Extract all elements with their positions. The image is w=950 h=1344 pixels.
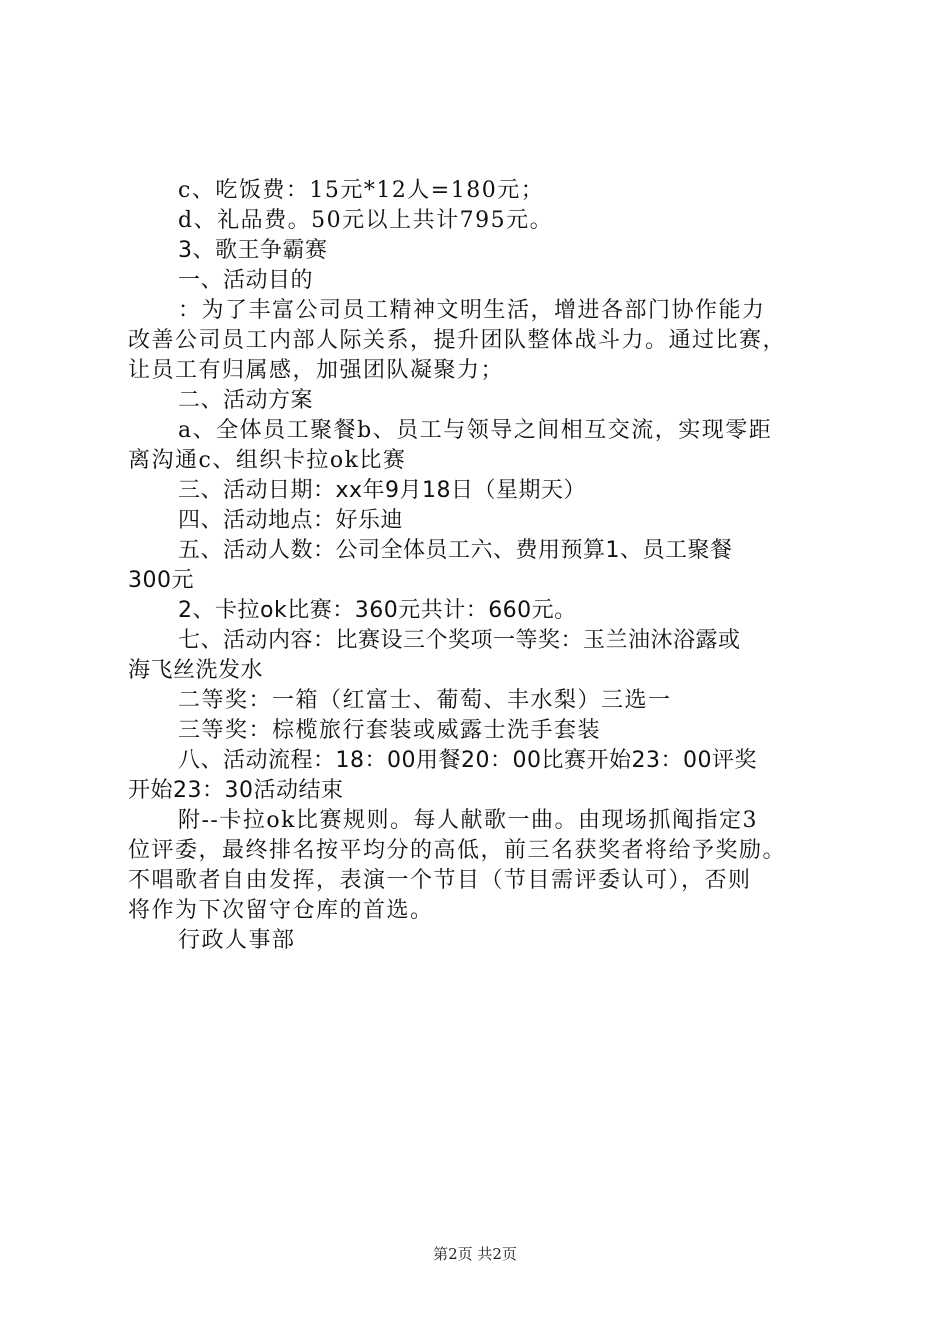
text-line: 附--卡拉ok比赛规则。每人献歌一曲。由现场抓阄指定3 [178,808,758,833]
text-line: a、全体员工聚餐b、员工与领导之间相互交流，实现零距 [178,418,773,443]
text-line: 一、活动目的 [178,268,314,293]
text-line: d、礼品费。50元以上共计795元。 [178,208,554,233]
text-line: 四、活动地点：好乐迪 [178,508,404,533]
text-line: 开始23：30活动结束 [128,778,344,803]
text-line: 3、歌王争霸赛 [178,238,328,263]
text-line: 2、卡拉ok比赛：360元共计：660元。 [178,598,577,623]
text-line: 让员工有归属感，加强团队凝聚力； [128,358,505,383]
text-line: 将作为下次留守仓库的首选。 [128,898,434,923]
text-line: ：为了丰富公司员工精神文明生活，增进各部门协作能力 [178,298,766,323]
text-line: 三、活动日期：xx年9月18日（星期天） [178,478,587,503]
text-line: c、吃饭费：15元*12人=180元； [178,178,545,203]
text-line: 行政人事部 [178,928,296,953]
text-line: 位评委，最终排名按平均分的高低，前三名获奖者将给予奖励。 [128,838,787,863]
text-line: 不唱歌者自由发挥，表演一个节目（节目需评委认可），否则 [128,868,752,893]
document-body [128,176,833,956]
text-line: 离沟通c、组织卡拉ok比赛 [128,448,407,473]
text-line: 七、活动内容：比赛设三个奖项一等奖：玉兰油沐浴露或 [178,628,741,653]
text-line: 三等奖：棕榄旅行套装或威露士洗手套装 [178,718,602,743]
text-line: 300元 [128,568,194,593]
text-line: 二、活动方案 [178,388,314,413]
text-line: 海飞丝洗发水 [128,658,264,683]
text-line: 五、活动人数：公司全体员工六、费用预算1、员工聚餐 [178,538,733,563]
text-line: 八、活动流程：18：00用餐20：00比赛开始23：00评奖 [178,748,757,773]
text-line: 改善公司员工内部人际关系，提升团队整体战斗力。通过比赛， [128,328,787,353]
text-line: 二等奖：一箱（红富士、葡萄、丰水梨）三选一 [178,688,672,713]
page-footer: 第2页 共2页 [433,1245,517,1263]
